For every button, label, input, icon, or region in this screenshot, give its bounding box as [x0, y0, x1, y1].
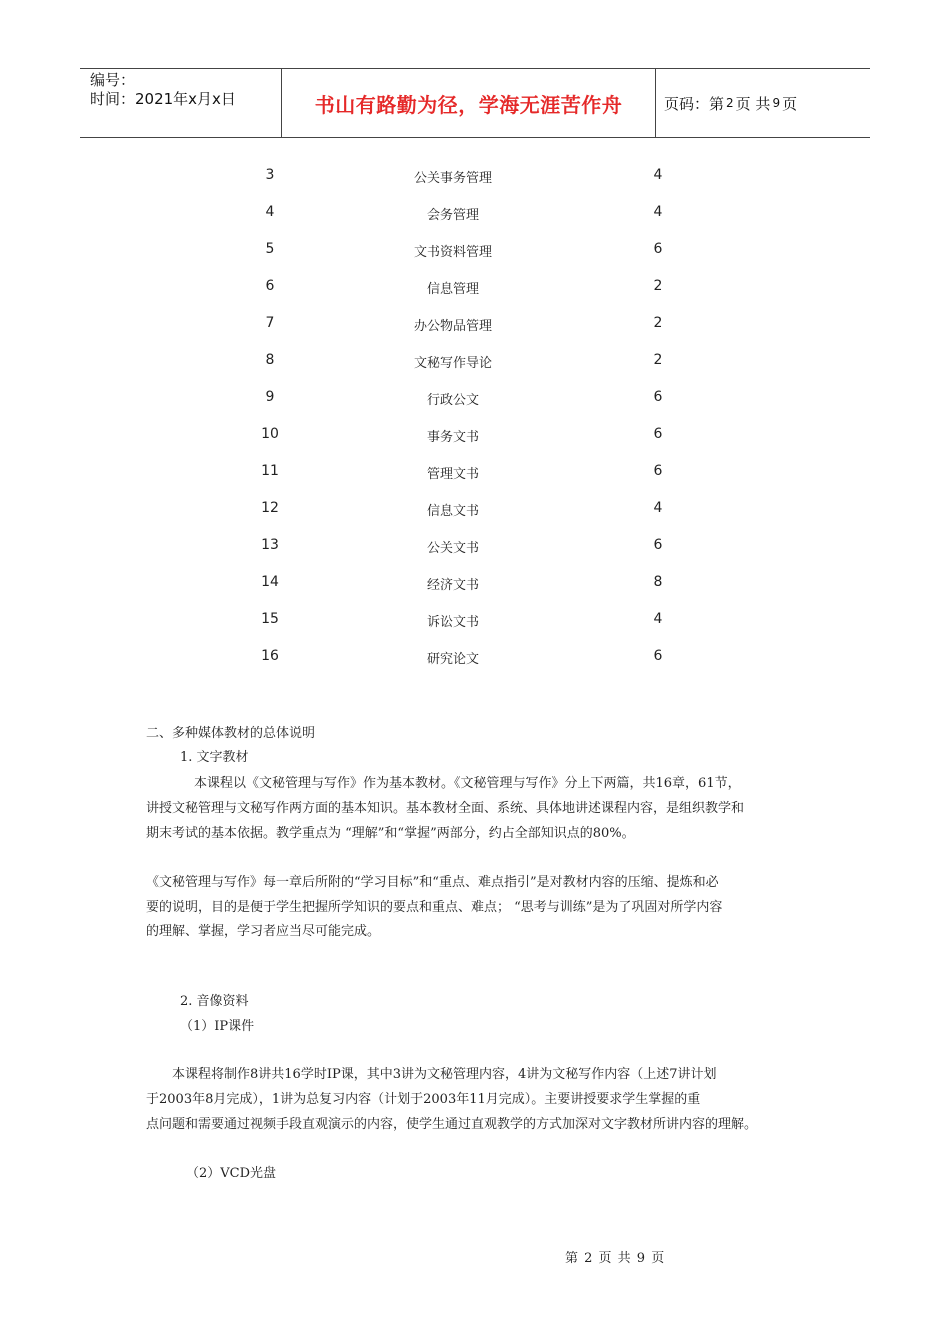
row-number: 3: [265, 167, 275, 183]
table-row: [0, 315, 950, 337]
page-total: 9: [772, 96, 781, 110]
paragraph-line: 于2003年8月完成），1讲为总复习内容（计划于2003年11月完成）。主要讲授要求学生掌握的重: [146, 1092, 701, 1107]
page-prefix: 页码：第: [664, 94, 725, 113]
row-topic: 信息文书: [426, 504, 479, 519]
paragraph-line: 《文秘管理与写作》每一章后所附的“学习目标”和“重点、难点指引”是对教材内容的压缩、提炼和必: [146, 875, 719, 890]
row-number: 14: [261, 574, 279, 590]
time-label: 时间：2021年x月x日: [90, 90, 236, 108]
table-row: [0, 500, 950, 522]
table-row: [0, 241, 950, 263]
table-row: [0, 167, 950, 189]
section-heading: 二、多种媒体教材的总体说明: [146, 726, 316, 741]
row-number: 7: [265, 315, 275, 331]
row-hours: 2: [653, 315, 663, 331]
table-row: [0, 574, 950, 596]
row-topic: 事务文书: [426, 430, 479, 445]
row-number: 4: [265, 204, 275, 220]
paragraph-line: 的理解、掌握，学习者应当尽可能完成。: [146, 924, 381, 939]
table-row: [0, 463, 950, 485]
row-hours: 2: [653, 278, 663, 294]
row-hours: 6: [653, 537, 663, 553]
table-row: [0, 537, 950, 559]
row-topic: 公关事务管理: [413, 171, 492, 186]
paragraph-line: 点问题和需要通过视频手段直观演示的内容，使学生通过直观教学的方式加深对文字教材所讲内容的理解。: [146, 1117, 758, 1132]
table-row: [0, 352, 950, 374]
page-mid: 页 共: [735, 94, 771, 113]
table-row: [0, 611, 950, 633]
sub1-heading: （1）IP课件: [180, 1019, 255, 1034]
row-number: 11: [261, 463, 279, 479]
row-hours: 6: [653, 426, 663, 442]
sub2-heading: （2）VCD光盘: [186, 1166, 277, 1181]
table-row: [0, 389, 950, 411]
row-number: 12: [261, 500, 279, 516]
row-topic: 管理文书: [426, 467, 479, 482]
header-page-number: [656, 69, 870, 137]
row-number: 6: [265, 278, 275, 294]
row-hours: 6: [653, 389, 663, 405]
row-hours: 4: [653, 500, 663, 516]
page-footer: 第 2 页 共 9 页: [565, 1251, 666, 1266]
item1-heading: 1. 文字教材: [180, 750, 249, 765]
header-motto-cell: [282, 69, 656, 137]
paragraph-line: 期末考试的基本依据。教学重点为 “理解”和“掌握”两部分，约占全部知识点的80%。: [146, 826, 635, 841]
row-number: 9: [265, 389, 275, 405]
row-number: 16: [261, 648, 279, 664]
row-hours: 4: [653, 204, 663, 220]
row-hours: 8: [653, 574, 663, 590]
row-hours: 4: [653, 167, 663, 183]
paragraph-line: 本课程将制作8讲共16学时IP课，其中3讲为文秘管理内容，4讲为文秘写作内容（上述7讲计划: [172, 1067, 717, 1082]
row-number: 10: [261, 426, 279, 442]
serial-label: 编号：: [90, 71, 136, 89]
row-topic: 文秘写作导论: [413, 356, 492, 371]
row-number: 15: [261, 611, 279, 627]
table-row: [0, 426, 950, 448]
table-row: [0, 278, 950, 300]
table-row: [0, 648, 950, 670]
row-number: 5: [265, 241, 275, 257]
row-topic: 经济文书: [426, 578, 479, 593]
paragraph-line: 本课程以《文秘管理与写作》作为基本教材。《文秘管理与写作》分上下两篇，共16章，61节，: [194, 776, 741, 791]
row-topic: 办公物品管理: [413, 319, 492, 334]
page-current: 2: [726, 96, 734, 110]
row-hours: 6: [653, 241, 663, 257]
row-topic: 会务管理: [426, 208, 479, 223]
header-meta: [80, 69, 282, 137]
row-topic: 行政公文: [426, 393, 479, 408]
paragraph-line: 讲授文秘管理与文秘写作两方面的基本知识。基本教材全面、系统、具体地讲述课程内容，是组织教学和: [146, 801, 745, 816]
page-suffix: 页: [782, 94, 798, 113]
item2-heading: 2. 音像资料: [180, 994, 249, 1009]
row-hours: 6: [653, 648, 663, 664]
row-number: 13: [261, 537, 279, 553]
header-motto: 书山有路勤为径，学海无涯苦作舟: [314, 92, 623, 117]
row-hours: 2: [653, 352, 663, 368]
row-topic: 研究论文: [426, 652, 479, 667]
paragraph-line: 要的说明，目的是便于学生把握所学知识的要点和重点、难点； “思考与训练”是为了巩固对所学内容: [146, 900, 723, 915]
page-header: [80, 68, 870, 138]
row-hours: 4: [653, 611, 663, 627]
row-topic: 诉讼文书: [426, 615, 479, 630]
row-topic: 信息管理: [426, 282, 479, 297]
row-topic: 公关文书: [426, 541, 479, 556]
row-hours: 6: [653, 463, 663, 479]
row-topic: 文书资料管理: [413, 245, 492, 260]
table-row: [0, 204, 950, 226]
row-number: 8: [265, 352, 275, 368]
